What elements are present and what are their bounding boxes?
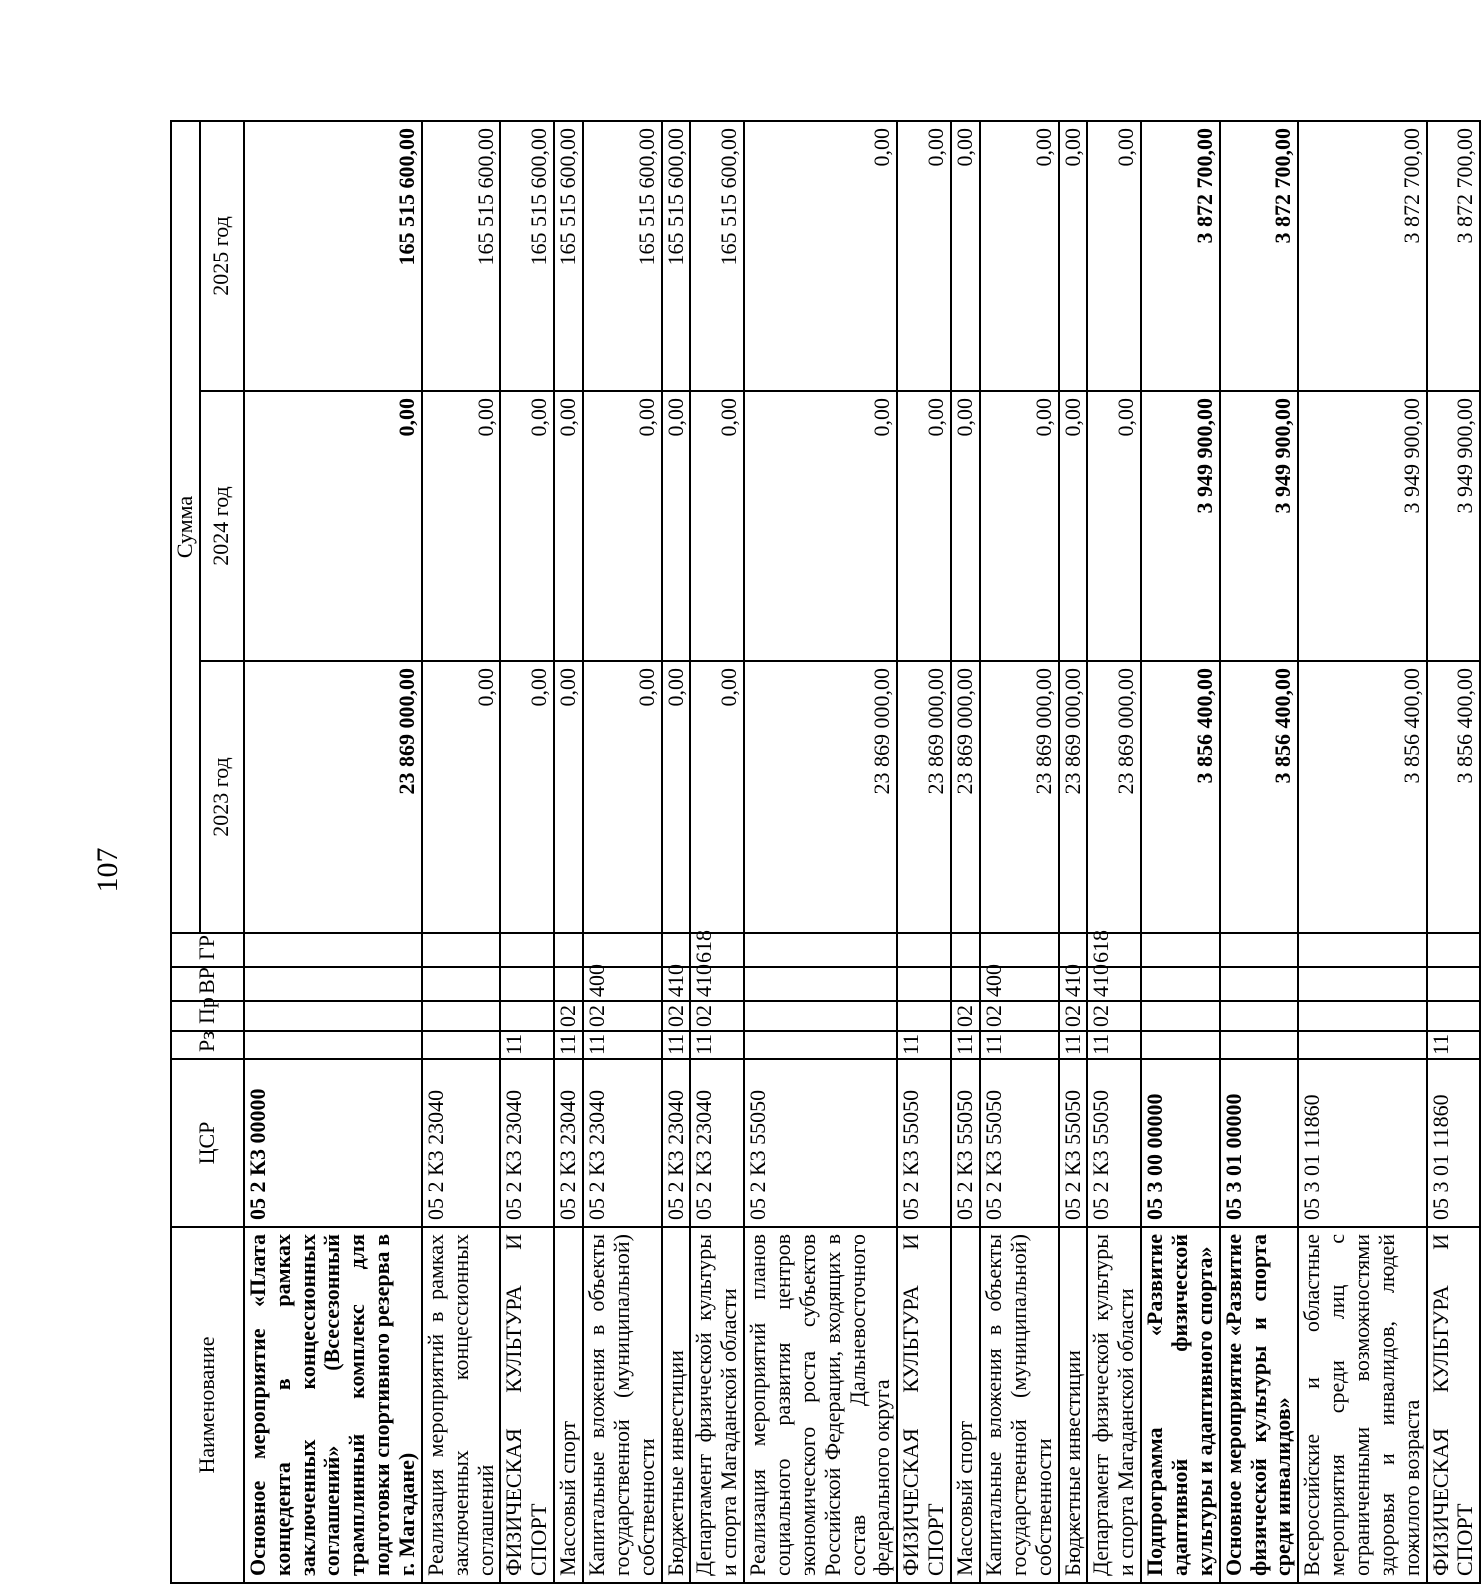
row-rz-cell [1141,1031,1220,1059]
table-row [897,121,951,1583]
row-2023-cell: 23 869 000,00 [744,661,897,933]
row-vr-cell: 400 [583,967,662,1001]
row-2024-cell: 0,00 [583,391,662,661]
row-2024-cell: 0,00 [662,391,691,661]
row-pr-cell [500,1001,554,1031]
row-rz-cell: 11 [500,1031,554,1059]
row-gr-cell: 618 [690,933,744,967]
row-vr-cell: 410 [690,967,744,1001]
table-row [690,121,744,1583]
row-pr-cell [744,1001,897,1031]
row-2024-cell: 0,00 [744,391,897,661]
row-2025-cell: 165 515 600,00 [690,121,744,391]
row-name-cell: ФИЗИЧЕСКАЯ КУЛЬТУРА И СПОРТ [500,1227,554,1583]
row-rz-cell: 11 [583,1031,662,1059]
row-name-cell: Массовый спорт [951,1227,980,1583]
row-csr-cell: 05 2 К3 23040 [500,1059,554,1227]
row-csr-cell: 05 2 К3 55050 [744,1059,897,1227]
table-row [662,121,691,1583]
row-rz-cell: 11 [951,1031,980,1059]
row-gr-cell [244,933,422,967]
row-vr-cell [897,967,951,1001]
row-2025-cell: 0,00 [951,121,980,391]
row-name-cell: Капитальные вложения в объекты государственной (муниципальной) собственности [583,1227,662,1583]
row-2024-cell: 3 949 900,00 [1298,391,1426,661]
table-row [500,121,554,1583]
row-gr-cell [897,933,951,967]
row-vr-cell [951,967,980,1001]
row-2025-cell: 165 515 600,00 [554,121,583,391]
row-2025-cell: 0,00 [897,121,951,391]
row-rz-cell: 11 [1059,1031,1088,1059]
row-rz-cell [1220,1031,1299,1059]
row-vr-cell [1298,967,1426,1001]
row-2023-cell: 23 869 000,00 [1059,661,1088,933]
row-2023-cell: 0,00 [583,661,662,933]
table-row [1141,121,1220,1583]
row-2023-cell: 0,00 [690,661,744,933]
row-csr-cell: 05 2 К3 55050 [1059,1059,1088,1227]
row-gr-cell [744,933,897,967]
row-2024-cell: 0,00 [554,391,583,661]
row-csr-cell: 05 3 01 11860 [1298,1059,1426,1227]
row-rz-cell [1298,1031,1426,1059]
row-pr-cell: 02 [583,1001,662,1031]
row-vr-cell: 400 [980,967,1059,1001]
table-row [583,121,662,1583]
row-vr-cell [422,967,501,1001]
row-pr-cell: 02 [1059,1001,1088,1031]
row-2025-cell: 165 515 600,00 [500,121,554,391]
row-2023-cell: 0,00 [662,661,691,933]
row-2025-cell: 3 872 700,00 [1427,121,1481,391]
row-csr-cell: 05 2 К3 23040 [690,1059,744,1227]
row-rz-cell: 11 [1427,1031,1481,1059]
table-row [422,121,501,1583]
row-csr-cell: 05 2 К3 23040 [554,1059,583,1227]
header-name: Наименование [171,1227,244,1583]
row-gr-cell [662,933,691,967]
row-gr-cell [554,933,583,967]
row-pr-cell: 02 [690,1001,744,1031]
budget-table-rotated [170,122,1478,1584]
table-row [980,121,1059,1583]
row-rz-cell: 11 [662,1031,691,1059]
row-name-cell: ФИЗИЧЕСКАЯ КУЛЬТУРА И СПОРТ [1427,1227,1481,1583]
row-pr-cell: 02 [980,1001,1059,1031]
row-2023-cell: 0,00 [422,661,501,933]
row-pr-cell [1298,1001,1426,1031]
row-name-cell: Капитальные вложения в объекты государственной (муниципальной) собственности [980,1227,1059,1583]
row-2023-cell: 3 856 400,00 [1298,661,1426,933]
header-rz: Рз [171,1031,244,1059]
table-row [1087,121,1141,1583]
row-2025-cell: 165 515 600,00 [662,121,691,391]
header-vr: ВР [171,967,244,1001]
row-vr-cell [244,967,422,1001]
row-2023-cell: 23 869 000,00 [980,661,1059,933]
row-2024-cell: 3 949 900,00 [1427,391,1481,661]
table-row [1298,121,1426,1583]
row-vr-cell [1220,967,1299,1001]
row-name-cell: Реализация мероприятий планов социального развития центров экономического роста субъектов Российской Федерации, входящих в состав Дальневосточного федерального округа [744,1227,897,1583]
row-gr-cell [980,933,1059,967]
budget-table [170,120,1481,1584]
row-vr-cell [1141,967,1220,1001]
row-2024-cell: 0,00 [1059,391,1088,661]
row-csr-cell: 05 2 К3 55050 [951,1059,980,1227]
row-rz-cell: 11 [980,1031,1059,1059]
row-vr-cell [744,967,897,1001]
row-2025-cell: 0,00 [1087,121,1141,391]
row-csr-cell: 05 3 00 00000 [1141,1059,1220,1227]
row-2024-cell: 0,00 [951,391,980,661]
row-gr-cell [1141,933,1220,967]
row-pr-cell [897,1001,951,1031]
row-2024-cell: 3 949 900,00 [1141,391,1220,661]
row-2025-cell: 0,00 [980,121,1059,391]
row-pr-cell [1220,1001,1299,1031]
row-2023-cell: 3 856 400,00 [1141,661,1220,933]
row-csr-cell: 05 2 К3 23040 [422,1059,501,1227]
row-pr-cell [422,1001,501,1031]
row-pr-cell: 02 [951,1001,980,1031]
row-pr-cell: 02 [1087,1001,1141,1031]
row-name-cell: Бюджетные инвестиции [1059,1227,1088,1583]
row-vr-cell: 410 [662,967,691,1001]
row-rz-cell: 11 [690,1031,744,1059]
header-gr: ГР [171,933,244,967]
row-rz-cell: 11 [897,1031,951,1059]
row-2025-cell: 3 872 700,00 [1141,121,1220,391]
row-2023-cell: 3 856 400,00 [1220,661,1299,933]
header-csr: ЦСР [171,1059,244,1227]
row-2024-cell: 0,00 [500,391,554,661]
row-2024-cell: 0,00 [690,391,744,661]
header-pr: Пр [171,1001,244,1031]
row-csr-cell: 05 2 К3 23040 [662,1059,691,1227]
row-name-cell: Подпрограмма «Развитие адаптивной физической культуры и адаптивного спорта» [1141,1227,1220,1583]
row-2023-cell: 23 869 000,00 [951,661,980,933]
row-2025-cell: 165 515 600,00 [422,121,501,391]
row-gr-cell [1059,933,1088,967]
table-row [1427,121,1481,1583]
row-2024-cell: 0,00 [897,391,951,661]
row-csr-cell: 05 3 01 11860 [1427,1059,1481,1227]
row-2023-cell: 0,00 [554,661,583,933]
row-csr-cell: 05 2 К3 00000 [244,1059,422,1227]
row-2024-cell: 3 949 900,00 [1220,391,1299,661]
page-number: 107 [91,847,124,893]
row-2025-cell: 0,00 [1059,121,1088,391]
table-row [1059,121,1088,1583]
row-2025-cell: 0,00 [744,121,897,391]
row-name-cell: Всероссийские и областные мероприятия среди лиц с ограниченными возможностями здоровья и инвалидов, людей пожилого возраста [1298,1227,1426,1583]
row-rz-cell: 11 [554,1031,583,1059]
row-pr-cell [1427,1001,1481,1031]
row-csr-cell: 05 2 К3 55050 [1087,1059,1141,1227]
header-2023: 2023 год [200,661,244,933]
row-2023-cell: 3 856 400,00 [1427,661,1481,933]
row-vr-cell [500,967,554,1001]
row-rz-cell [744,1031,897,1059]
row-2023-cell: 23 869 000,00 [1087,661,1141,933]
row-2025-cell: 165 515 600,00 [583,121,662,391]
header-2025: 2025 год [200,121,244,391]
row-gr-cell [422,933,501,967]
row-rz-cell [244,1031,422,1059]
row-rz-cell [422,1031,501,1059]
row-gr-cell [1220,933,1299,967]
row-gr-cell: 618 [1087,933,1141,967]
row-2024-cell: 0,00 [980,391,1059,661]
table-row [951,121,980,1583]
table-row [744,121,897,1583]
row-2023-cell: 23 869 000,00 [244,661,422,933]
row-gr-cell [1427,933,1481,967]
row-csr-cell: 05 2 К3 55050 [897,1059,951,1227]
row-name-cell: Основное мероприятие «Развитие физической культуры и спорта среди инвалидов» [1220,1227,1299,1583]
row-gr-cell [583,933,662,967]
table-row [244,121,422,1583]
row-gr-cell [951,933,980,967]
row-vr-cell [554,967,583,1001]
row-name-cell: ФИЗИЧЕСКАЯ КУЛЬТУРА И СПОРТ [897,1227,951,1583]
row-rz-cell: 11 [1087,1031,1141,1059]
table-body [244,121,1480,1583]
row-vr-cell: 410 [1087,967,1141,1001]
table-row [1220,121,1299,1583]
row-name-cell: Реализация мероприятий в рамках заключенных концессионных соглашений [422,1227,501,1583]
row-pr-cell: 02 [554,1001,583,1031]
row-name-cell: Основное мероприятие «Плата концедента в рамках заключенных концессионных соглашений» (Всесезонный трамплинный комплекс для подготовки спортивного резерва в г. Магадане) [244,1227,422,1583]
header-2024: 2024 год [200,391,244,661]
row-pr-cell [244,1001,422,1031]
row-csr-cell: 05 2 К3 23040 [583,1059,662,1227]
row-name-cell: Массовый спорт [554,1227,583,1583]
row-2024-cell: 0,00 [1087,391,1141,661]
row-2024-cell: 0,00 [422,391,501,661]
row-gr-cell [1298,933,1426,967]
row-2023-cell: 23 869 000,00 [897,661,951,933]
row-csr-cell: 05 3 01 00000 [1220,1059,1299,1227]
row-2025-cell: 3 872 700,00 [1298,121,1426,391]
row-name-cell: Департамент физической культуры и спорта Магаданской области [1087,1227,1141,1583]
row-pr-cell [1141,1001,1220,1031]
row-pr-cell: 02 [662,1001,691,1031]
row-2024-cell: 0,00 [244,391,422,661]
row-2025-cell: 3 872 700,00 [1220,121,1299,391]
row-2023-cell: 0,00 [500,661,554,933]
row-vr-cell [1427,967,1481,1001]
row-2025-cell: 165 515 600,00 [244,121,422,391]
row-name-cell: Департамент физической культуры и спорта Магаданской области [690,1227,744,1583]
row-csr-cell: 05 2 К3 55050 [980,1059,1059,1227]
row-gr-cell [500,933,554,967]
row-vr-cell: 410 [1059,967,1088,1001]
row-name-cell: Бюджетные инвестиции [662,1227,691,1583]
header-sum: Сумма [171,121,200,933]
table-row [554,121,583,1583]
